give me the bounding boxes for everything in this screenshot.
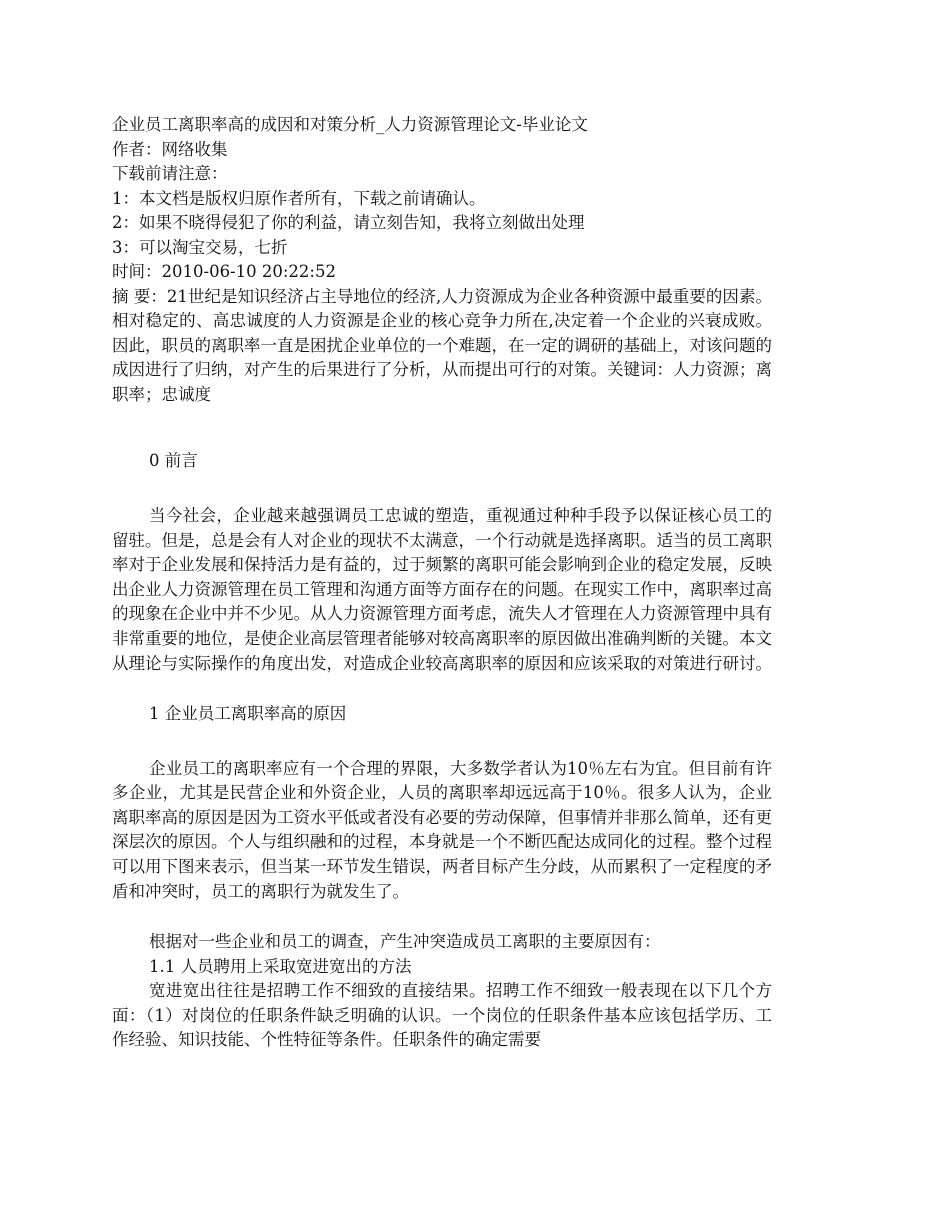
document-author: 作者：网络收集 <box>112 139 228 159</box>
document-page <box>112 113 772 1053</box>
section-heading-intro: 0 前言 <box>149 451 198 471</box>
notice-item: 2：如果不晓得侵犯了你的利益，请立刻告知，我将立刻做出处理 <box>112 213 585 232</box>
section-1-paragraph: 企业员工的离职率应有一个合理的界限，大多数学者认为10％左右为宜。但目前有许多企业，尤其是民营企业和外资企业，人员的离职率却远远高于10％。很多人认为，企业离职率高的原因是因为工资水平低或者没有必要的劳动保障，但事情并非那么简单，还有更深层次的原因。个人与组织融和的过程，本身就是一个不断匹配达成同化的过程。整个过程可以用下图来表示，但当某一环节发生错误，两者目标产生分歧，从而累积了一定程度的矛盾和冲突时，员工的离职行为就发生了。 <box>112 758 772 901</box>
reasons-intro: 根据对一些企业和员工的调查，产生冲突造成员工离职的主要原因有： <box>149 932 661 952</box>
notice-item: 3：可以淘宝交易，七折 <box>112 237 288 257</box>
document-time: 时间：2010-06-10 20:22:52 <box>112 262 336 281</box>
subsection-1-1-paragraph: 宽进宽出往往是招聘工作不细致的直接结果。招聘工作不细致一般表现在以下几个方面：（1）对岗位的任职条件缺乏明确的认识。一个岗位的任职条件基本应该包括学历、工作经验、知识技能、个性特征等条件。任职条件的确定需要 <box>112 981 772 1050</box>
notice-item: 1：本文档是版权归原作者所有，下载之前请确认。 <box>112 188 486 208</box>
intro-paragraph: 当今社会，企业越来越强调员工忠诚的塑造，重视通过种种手段予以保证核心员工的留驻。但是，总是会有人对企业的现状不太满意，一个行动就是选择离职。适当的员工离职率对于企业发展和保持活力是有益的，过于频繁的离职可能会影响到企业的稳定发展，反映出企业人力资源管理在员工管理和沟通方面等方面存在的问题。在现实工作中，离职率过高的现象在企业中并不少见。从人力资源管理方面考虑，流失人才管理在人力资源管理中具有非常重要的地位，是使企业高层管理者能够对较高离职率的原因做出准确判断的关键。本文从理论与实际操作的角度出发，对造成企业较高离职率的原因和应该采取的对策进行研讨。 <box>112 505 772 673</box>
abstract-paragraph: 摘 要：21世纪是知识经济占主导地位的经济,人力资源成为企业各种资源中最重要的因素。相对稳定的、高忠诚度的人力资源是企业的核心竞争力所在,决定着一个企业的兴衰成败。因此，职员的离职率一直是困扰企业单位的一个难题，在一定的调研的基础上，对该问题的成因进行了归纳，对产生的后果进行了分析，从而提出可行的对策。关键词：人力资源；离职率；忠诚度 <box>112 286 772 404</box>
subsection-heading-1-1: 1.1 人员聘用上采取宽进宽出的方法 <box>149 956 412 976</box>
notice-heading: 下载前请注意： <box>112 164 228 183</box>
document-title: 企业员工离职率高的成因和对策分析_人力资源管理论文-毕业论文 <box>112 115 588 134</box>
section-heading-1: 1 企业员工离职率高的原因 <box>149 704 347 724</box>
